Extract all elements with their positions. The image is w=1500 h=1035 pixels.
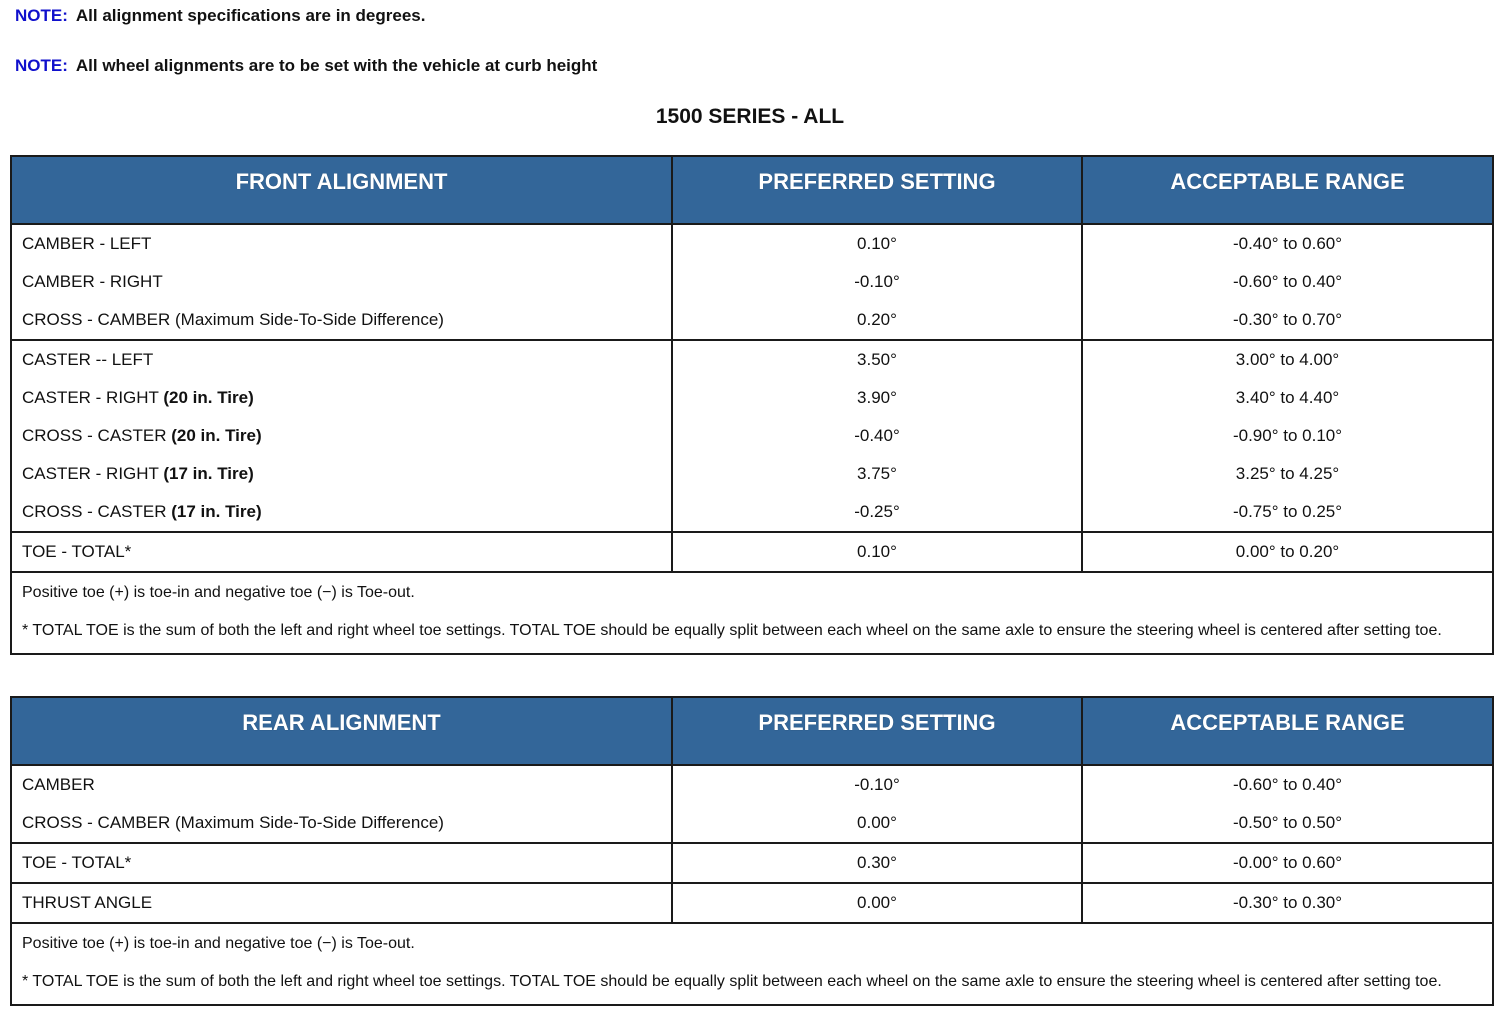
spec-names [11,340,672,532]
spec-name: CASTER - RIGHT (20 in. Tire) [22,388,254,407]
toe-sign-note: Positive toe (+) is toe-in and negative toe (−) is Toe-out. [22,935,415,952]
preferred-value: 0.10° [857,234,897,253]
preferred-value: 3.50° [857,350,897,369]
range-value: -0.30° to 0.70° [1232,310,1343,329]
spec-name: THRUST ANGLE [22,893,153,912]
spec-name: CASTER -- LEFT [22,350,154,369]
range-value: -0.75° to 0.25° [1232,502,1343,521]
tire-size: (17 in. Tire) [163,464,254,483]
range-value: 3.40° to 4.40° [1235,388,1340,407]
range-values [1082,765,1493,843]
spec-name: CAMBER [22,775,95,794]
table-row-group [11,532,1493,572]
spec-name: CROSS - CAMBER (Maximum Side-To-Side Difference) [22,310,444,329]
front-alignment-table [10,155,1494,655]
range-value: 3.25° to 4.25° [1235,464,1340,483]
range-value: -0.60° to 0.40° [1232,775,1343,794]
range-value: 3.00° to 4.00° [1235,350,1340,369]
header-preferred-setting: PREFERRED SETTING [672,697,1082,765]
preferred-value: -0.40° [854,426,900,445]
range-values [1082,883,1493,923]
series-title: 1500 SERIES - ALL [655,105,845,128]
preferred-values [672,843,1082,883]
preferred-value: 3.75° [857,464,897,483]
header-acceptable-range: ACCEPTABLE RANGE [1082,156,1493,224]
footnote-row [11,572,1493,654]
preferred-value: 0.00° [857,893,897,912]
header-rear-alignment: REAR ALIGNMENT [11,697,672,765]
table-header-row [11,156,1493,224]
preferred-value: 0.00° [857,813,897,832]
table-row-group [11,224,1493,340]
spec-name: CROSS - CASTER (17 in. Tire) [22,502,262,521]
spec-name: TOE - TOTAL* [22,853,132,872]
spec-name: CASTER - RIGHT (17 in. Tire) [22,464,254,483]
spec-name: CAMBER - RIGHT [22,272,163,291]
preferred-value: 3.90° [857,388,897,407]
preferred-value: 0.30° [857,853,897,872]
range-value: -0.50° to 0.50° [1232,813,1343,832]
tire-size: (20 in. Tire) [163,388,254,407]
range-value: -0.00° to 0.60° [1232,853,1343,872]
spec-name: CROSS - CASTER (20 in. Tire) [22,426,262,445]
range-values [1082,843,1493,883]
preferred-values [672,224,1082,340]
note-text: All alignment specifications are in degrees. [75,6,426,25]
range-value: 0.00° to 0.20° [1235,542,1340,561]
footnote-row [11,923,1493,1005]
range-value: -0.90° to 0.10° [1232,426,1343,445]
preferred-value: 0.20° [857,310,897,329]
preferred-values [672,532,1082,572]
note-label: NOTE: [15,6,68,25]
header-acceptable-range: ACCEPTABLE RANGE [1082,697,1493,765]
spec-names [11,843,672,883]
note-degrees [15,6,425,26]
preferred-value: -0.10° [854,272,900,291]
range-values [1082,340,1493,532]
spec-names [11,765,672,843]
preferred-values [672,883,1082,923]
table-row-group [11,883,1493,923]
table-header-row [11,697,1493,765]
tire-size: (17 in. Tire) [171,502,262,521]
preferred-value: -0.10° [854,775,900,794]
spec-names [11,224,672,340]
range-value: -0.60° to 0.40° [1232,272,1343,291]
note-text: All wheel alignments are to be set with the vehicle at curb height [75,56,598,75]
spec-name: CROSS - CAMBER (Maximum Side-To-Side Difference) [22,813,444,832]
preferred-value: -0.25° [854,502,900,521]
preferred-value: 0.10° [857,542,897,561]
total-toe-note: * TOTAL TOE is the sum of both the left and right wheel toe settings. TOTAL TOE should be equally split between each wheel on the same axle to ensure the steering wheel is centered after setting toe. [22,973,1442,990]
footnotes [11,572,1493,654]
range-values [1082,532,1493,572]
spec-names [11,532,672,572]
table-row-group [11,765,1493,843]
range-value: -0.30° to 0.30° [1232,893,1343,912]
spec-name: CAMBER - LEFT [22,234,152,253]
spec-name: TOE - TOTAL* [22,542,132,561]
preferred-values [672,340,1082,532]
preferred-values [672,765,1082,843]
table-row-group [11,340,1493,532]
header-front-alignment: FRONT ALIGNMENT [11,156,672,224]
toe-sign-note: Positive toe (+) is toe-in and negative toe (−) is Toe-out. [22,584,415,601]
footnotes [11,923,1493,1005]
header-preferred-setting: PREFERRED SETTING [672,156,1082,224]
note-label: NOTE: [15,56,68,75]
spec-names [11,883,672,923]
total-toe-note: * TOTAL TOE is the sum of both the left and right wheel toe settings. TOTAL TOE should be equally split between each wheel on the same axle to ensure the steering wheel is centered after setting toe. [22,622,1442,639]
tire-size: (20 in. Tire) [171,426,262,445]
note-curb-height [15,56,597,76]
range-value: -0.40° to 0.60° [1232,234,1343,253]
range-values [1082,224,1493,340]
table-row-group [11,843,1493,883]
rear-alignment-table [10,696,1494,1006]
